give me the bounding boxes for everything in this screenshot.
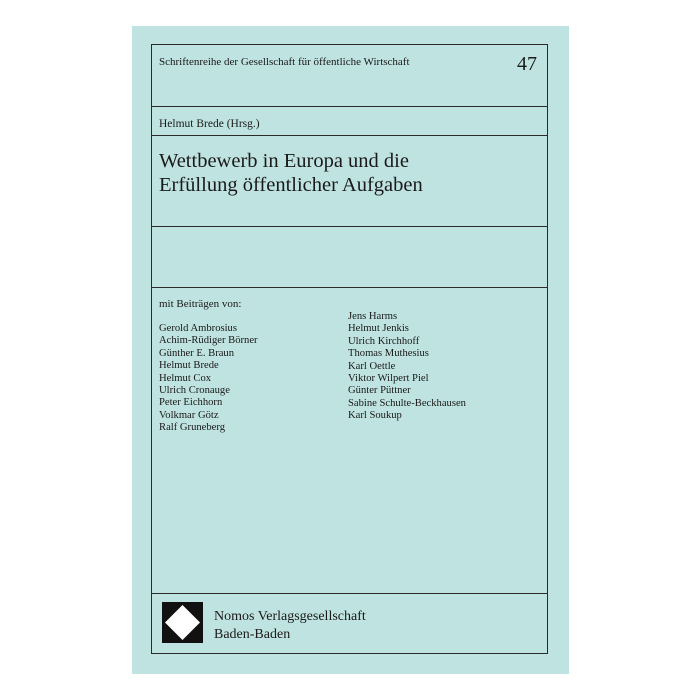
series-title: Schriftenreihe der Gesellschaft für öffentliche Wirtschaft [159,56,410,68]
publisher-logo-icon [162,602,203,643]
cover-frame [151,44,548,654]
book-title [159,149,539,197]
contributor-name: Ulrich Cronauge [159,385,230,397]
contributors-heading: mit Beiträgen von: [159,298,242,310]
contributor-name: Viktor Wilpert Piel [348,373,429,385]
contributor-name: Günter Püttner [348,385,411,397]
divider [152,593,547,594]
contributor-name: Gerold Ambrosius [159,323,237,334]
contributors-left-column [159,323,258,435]
editor-name: Helmut Brede (Hrsg.) [159,118,260,130]
contributor-name: Jens Harms [348,311,398,322]
contributor-name: Karl Soukup [348,410,402,422]
divider [152,135,547,136]
divider [152,226,547,227]
contributor-name: Thomas Muthesius [348,348,429,360]
contributor-name: Helmut Jenkis [348,323,409,335]
contributor-name: Volkmar Götz [159,409,219,421]
contributor-name: Sabine Schulte-Beckhausen [348,397,466,409]
contributor-name: Helmut Brede [159,360,219,372]
divider [152,287,547,288]
divider [152,106,547,107]
contributors-right-column [348,311,466,423]
title-line: Erfüllung öffentlicher Aufgaben [159,174,423,196]
publisher [214,608,366,644]
contributor-name: Karl Oettle [348,360,396,372]
contributor-name: Ralf Gruneberg [159,422,225,434]
volume-number: 47 [517,53,537,75]
contributor-name: Achim-Rüdiger Börner [159,335,258,347]
contributor-name: Helmut Cox [159,372,212,384]
publisher-city: Baden-Baden [214,627,291,642]
contributor-name: Günther E. Braun [159,347,235,359]
title-line: Wettbewerb in Europa und die [159,150,409,172]
contributor-name: Ulrich Kirchhoff [348,335,420,347]
book-cover [132,26,569,674]
contributor-name: Peter Eichhorn [159,397,223,409]
publisher-name: Nomos Verlagsgesellschaft [214,609,366,624]
